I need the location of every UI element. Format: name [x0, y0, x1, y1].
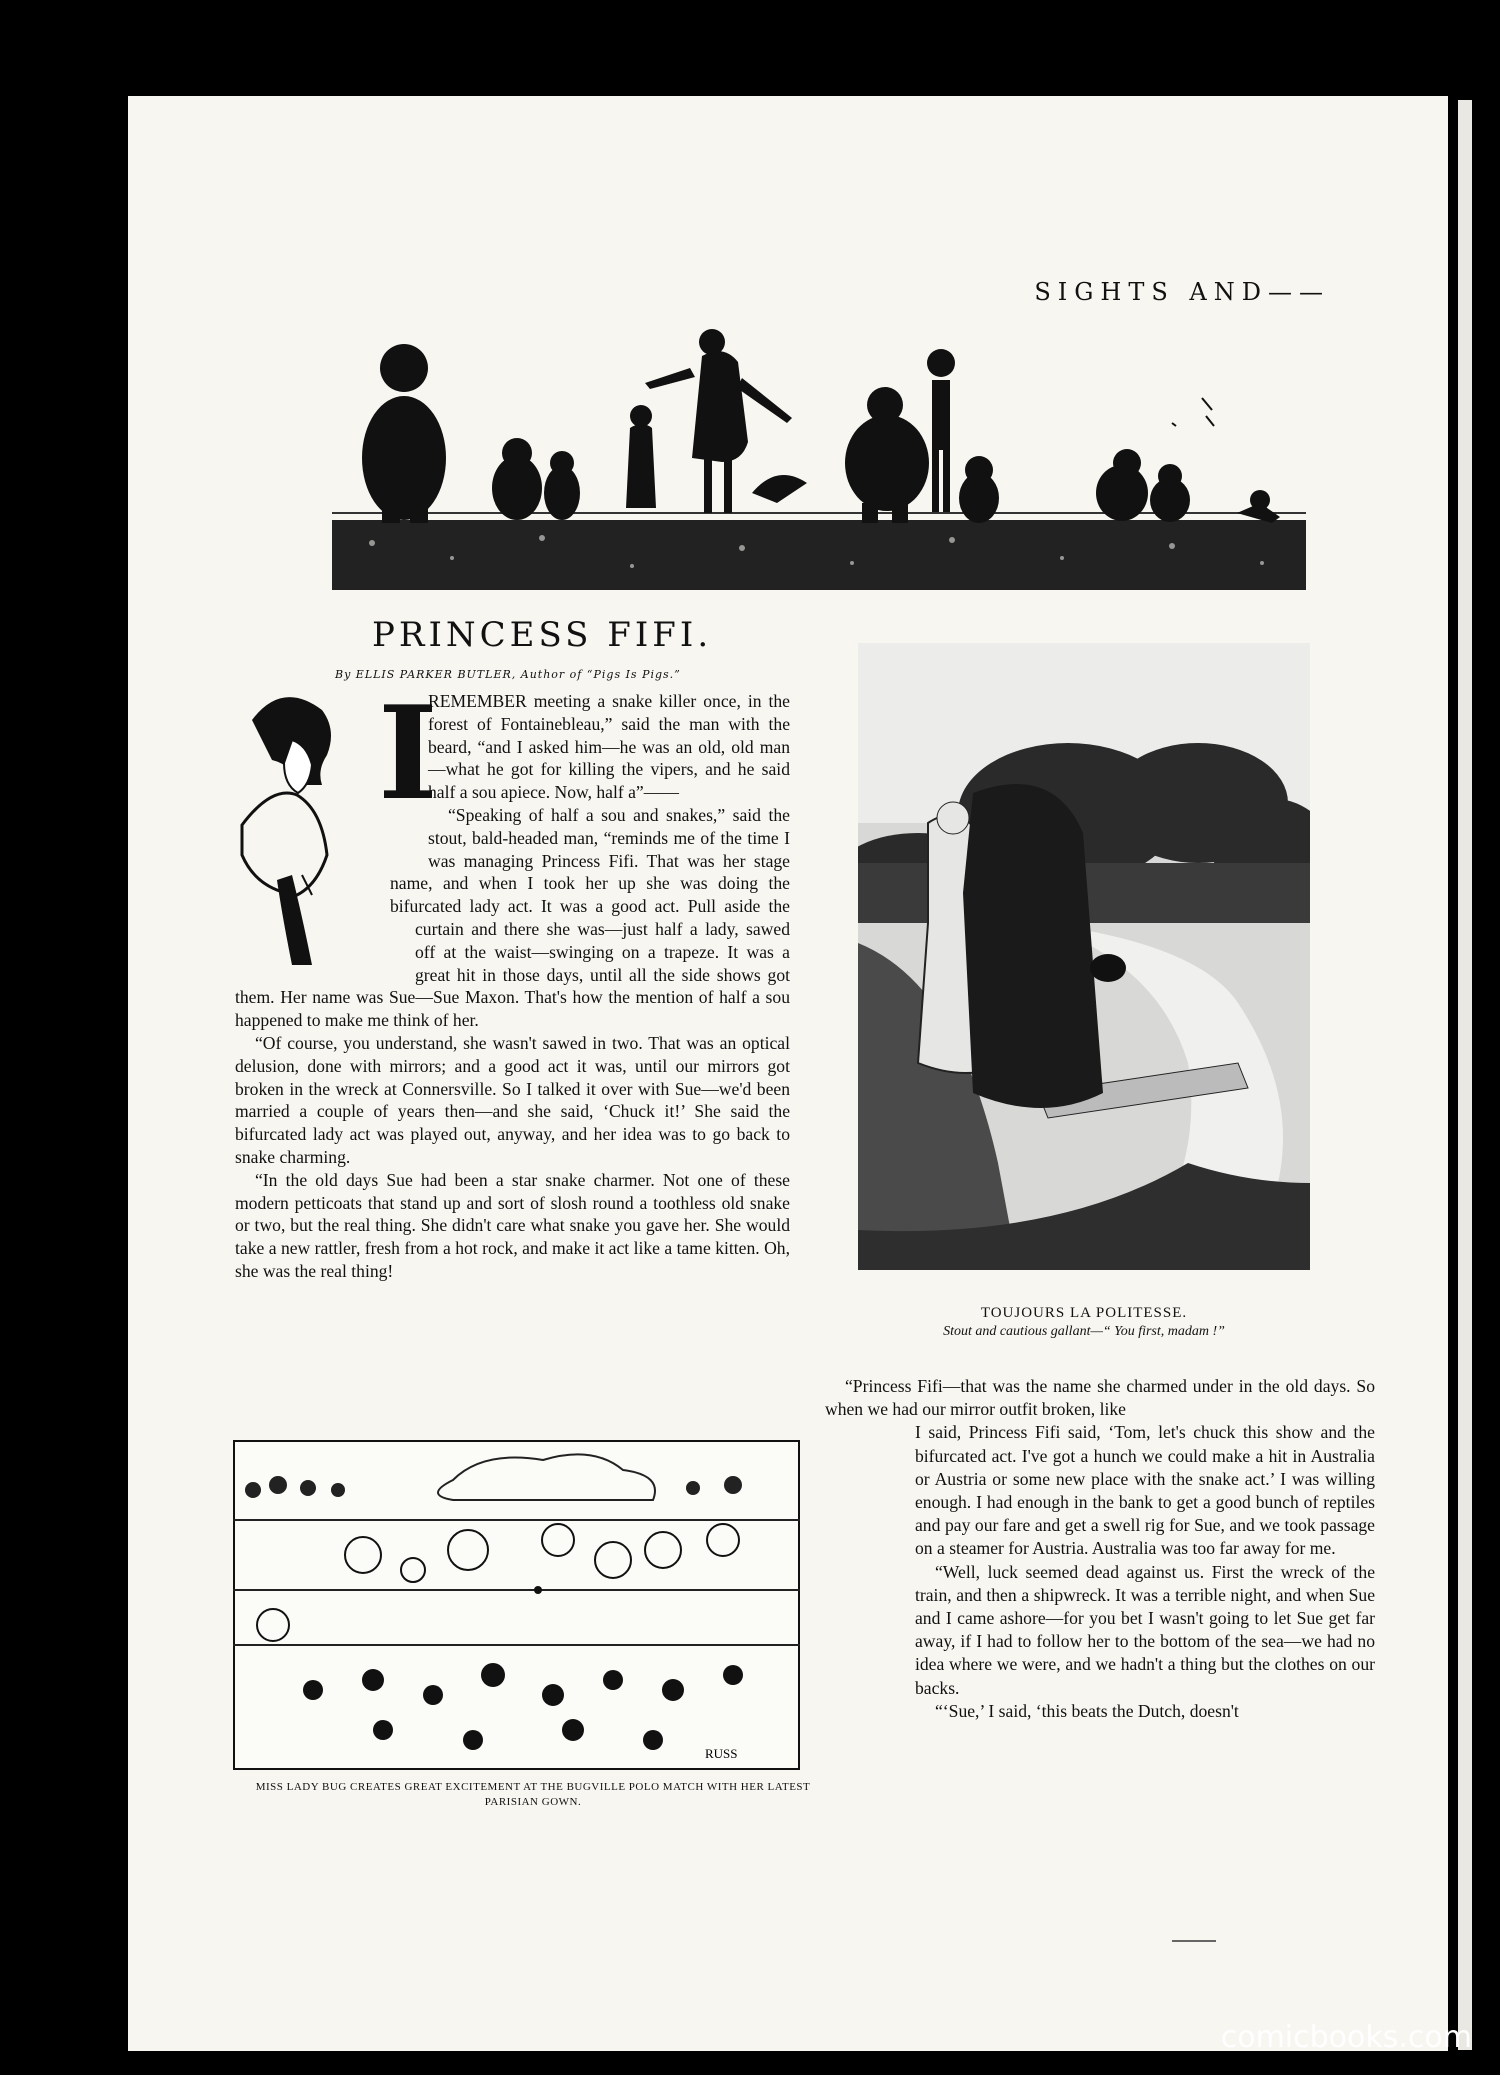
article-byline: By ELLIS PARKER BUTLER, Author of “Pigs Is Pigs.” — [335, 668, 681, 681]
beach-silhouette-banner — [332, 308, 1306, 593]
scan-border — [1474, 0, 1500, 2075]
bugville-polo-cartoon — [233, 1440, 800, 1770]
illustration-caption — [858, 1305, 1310, 1340]
article-title: PRINCESS FIFI. — [372, 615, 713, 655]
paragraph: “Well, luck seemed dead against us. First the wreck of the train, and then a shipwreck. It was a terrible night, and when Sue and I came ashore—for you bet I wasn't going to let Sue get far away, if I had to follow her to the bottom of the sea—we had no idea where we were, and we hadn't a thing but the clothes on our backs. — [915, 1561, 1375, 1698]
page-header: SIGHTS AND—— — [1034, 278, 1330, 306]
caption-title: TOUJOURS LA POLITESSE. — [980, 1305, 1188, 1321]
artist-signature: RUSS — [705, 1746, 738, 1761]
source-watermark: comicbooks.com — [1220, 2020, 1472, 2055]
paragraph: I said, Princess Fifi said, ‘Tom, let's chuck this show and the bifurcated act. I've got a hunch we could make a hit in Australia or Austria or some new place with the snake act.’ I was willing enough. I had enough in the bank to get a good bunch of reptiles and pay our fare and get a swell rig for Sue, and we took passage on a steamer for Austria. Australia was too far away for me. — [915, 1422, 1375, 1559]
next-page-edge — [1458, 100, 1472, 2050]
paragraph: REMEMBER meeting a snake killer once, in the forest of Fontainebleau,” said the man with the beard, “and I asked him—he was an old, old man—what he got for killing the vipers, and he said half a sou apiece. Now, half a”—— — [428, 691, 790, 803]
paragraph: “‘Sue,’ I said, ‘this beats the Dutch, doesn't — [935, 1700, 1239, 1721]
caption-subtitle: Stout and cautious gallant—“ You first, madam !” — [943, 1324, 1225, 1339]
page-footer-rule — [1172, 1940, 1216, 1942]
paragraph: “Of course, you understand, she wasn't sawed in two. That was an optical delusion, done with mirrors; and a good act it was, until our mirrors got broken in the wreck at Connersville. So I talked it over with Sue—we'd been married a couple of years then—and she said, ‘Chuck it!’ She said the bifurcated lady act was played out, anyway, and her idea was to go back to snake charming. — [235, 1032, 790, 1167]
cartoon-caption: MISS LADY BUG CREATES GREAT EXCITEMENT AT THE BUGVILLE POLO MATCH WITH HER LATEST PARISIAN GOWN. — [255, 1781, 811, 1808]
riverside-couple-illustration — [858, 643, 1310, 1270]
article-column-right — [825, 1375, 1375, 1723]
paragraph: “In the old days Sue had been a star snake charmer. Not one of these modern petticoats that stand up and sort of slosh round a toothless old snake or two, but the real thing. She didn't care what snake you gave her. She would take a new rattler, fresh from a hot rock, and make it act like a tame kitten. Oh, she was the real thing! — [235, 1169, 790, 1281]
paragraph: “Princess Fifi—that was the name she charmed under in the old days. So when we had our mirror outfit broken, like — [825, 1376, 1375, 1420]
article-column-left — [235, 679, 790, 1283]
drop-cap: I — [378, 679, 438, 829]
paragraph: “Speaking of half a sou and snakes,” said the stout, bald-headed man, “reminds me of the time I was managing Princess Fifi. That was her stage name, and when I took her up she was doing the bifurcated lady act. It was a good act. Pull aside the curtain and there she was—just half a lady, sawed off at the waist—swinging on a trapeze. It was a great hit in those days, until all the side shows got them. Her name was Sue—Sue Maxon. That's how the mention of half a sou happened to make me think of her. — [235, 804, 790, 1031]
